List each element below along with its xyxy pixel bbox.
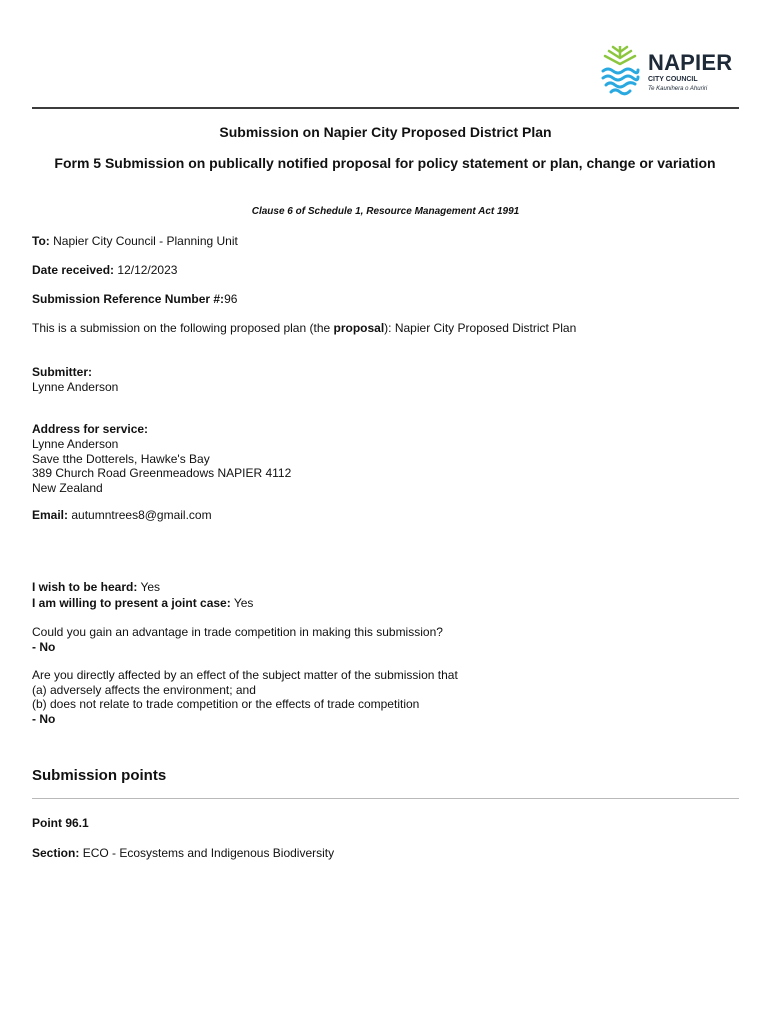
trade-competition-question: Could you gain an advantage in trade competition in making this submission? xyxy=(32,625,443,639)
reference-line xyxy=(32,292,237,307)
address-line: Lynne Anderson xyxy=(32,437,119,451)
form-title: Form 5 Submission on publically notified proposal for policy statement or plan, change or variation xyxy=(54,155,716,171)
joint-case-label: I am willing to present a joint case: xyxy=(32,596,231,610)
email-label: Email: xyxy=(32,508,69,522)
date-line xyxy=(32,263,177,278)
to-label: To: xyxy=(32,234,50,248)
joint-case-line xyxy=(32,596,253,611)
address-label: Address for service: xyxy=(32,422,149,436)
intro-proposal-term: proposal xyxy=(333,321,385,335)
heard-label: I wish to be heard: xyxy=(32,580,138,594)
directly-affected-question: Are you directly affected by an effect of the subject matter of the submission that xyxy=(32,668,458,682)
section-value: ECO - Ecosystems and Indigenous Biodiversity xyxy=(82,846,335,860)
logo-tagline: Te Kaunihera o Ahuriri xyxy=(648,86,708,92)
to-line xyxy=(32,234,238,249)
logo-subtitle: CITY COUNCIL xyxy=(648,76,698,83)
reference-value: 96 xyxy=(224,292,238,306)
section-label: Section: xyxy=(32,846,80,860)
header-divider xyxy=(32,107,739,109)
trade-competition-answer: - No xyxy=(32,639,56,654)
section-line xyxy=(32,846,334,861)
email-value: autumntrees8@gmail.com xyxy=(71,508,212,522)
submission-points-heading: Submission points xyxy=(32,767,167,784)
date-value: 12/12/2023 xyxy=(117,263,178,277)
address-line: New Zealand xyxy=(32,480,103,495)
address-line: Save tthe Dotterels, Hawke's Bay xyxy=(32,451,210,466)
intro-line xyxy=(32,321,576,336)
address-line: 389 Church Road Greenmeadows NAPIER 4112 xyxy=(32,466,292,480)
logo-name: NAPIER xyxy=(648,50,733,75)
point-number: Point 96.1 xyxy=(32,816,89,830)
heard-line xyxy=(32,580,160,595)
directly-affected-question: (a) adversely affects the environment; and xyxy=(32,682,256,697)
submitter-label: Submitter: xyxy=(32,365,92,379)
section-divider xyxy=(32,798,739,799)
email-line xyxy=(32,508,212,523)
to-value: Napier City Council - Planning Unit xyxy=(53,234,238,248)
joint-case-value: Yes xyxy=(233,596,254,610)
napier-city-council-logo xyxy=(600,44,733,98)
page-title: Submission on Napier City Proposed District Plan xyxy=(219,124,552,140)
directly-affected-question: (b) does not relate to trade competition or the effects of trade competition xyxy=(32,697,420,711)
logo-emblem-icon xyxy=(600,44,640,98)
heard-value: Yes xyxy=(140,580,161,594)
clause-reference: Clause 6 of Schedule 1, Resource Management Act 1991 xyxy=(251,206,520,217)
reference-label: Submission Reference Number #: xyxy=(32,292,225,306)
submitter-name: Lynne Anderson xyxy=(32,380,119,394)
intro-text-end: ): Napier City Proposed District Plan xyxy=(384,321,577,335)
directly-affected-answer: - No xyxy=(32,711,56,726)
date-label: Date received: xyxy=(32,263,115,277)
intro-text-start: This is a submission on the following proposed plan (the xyxy=(32,321,334,335)
